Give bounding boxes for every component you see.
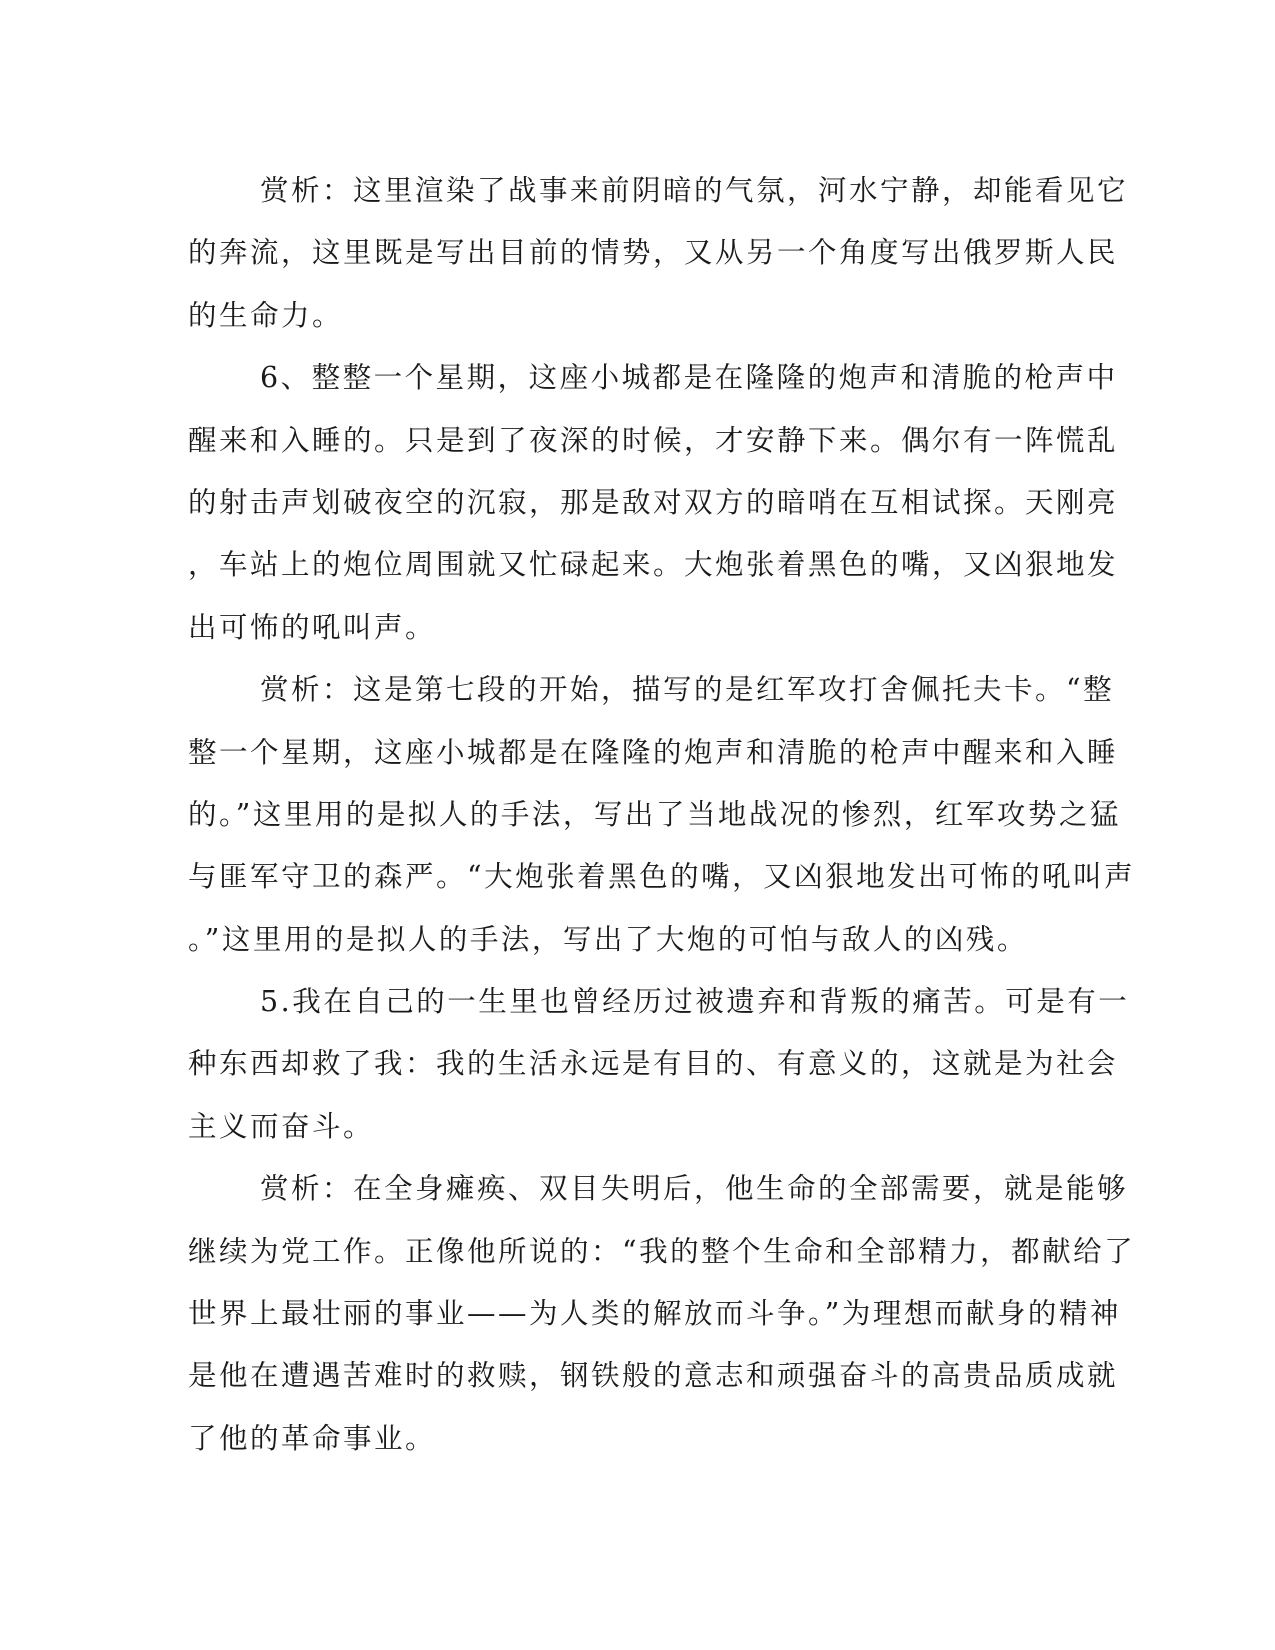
body-text [188, 160, 1136, 1470]
text-line: 了他的革命事业。 [188, 1421, 437, 1455]
text-line: 出可怖的吼叫声。 [188, 610, 437, 644]
text-line: 的生命力。 [188, 298, 344, 332]
text-line: 5.我在自己的一生里也曾经历过被遗弃和背叛的痛苦。可是有一 [260, 985, 1130, 1019]
text-line: ，车站上的炮位周围就又忙碌起来。大炮张着黑色的嘴，又凶狠地发 [188, 548, 1119, 582]
text-line: 主义而奋斗。 [188, 1109, 375, 1143]
text-line: 的射击声划破夜空的沉寂，那是敌对双方的暗哨在互相试探。天刚亮 [188, 485, 1119, 519]
text-line: 的奔流，这里既是写出目前的情势，又从另一个角度写出俄罗斯人民 [188, 236, 1119, 270]
text-line: 的。”这里用的是拟人的手法，写出了当地战况的惨烈，红军攻势之猛 [188, 797, 1121, 831]
text-line: 与匪军守卫的森严。“大炮张着黑色的嘴，又凶狠地发出可怖的吼叫声 [188, 860, 1136, 894]
text-line: 整一个星期，这座小城都是在隆隆的炮声和清脆的枪声中醒来和入睡 [188, 735, 1119, 769]
text-line: 赏析：在全身瘫痪、双目失明后，他生命的全部需要，就是能够 [260, 1172, 1129, 1206]
text-line: 赏析：这是第七段的开始，描写的是红军攻打舍佩托夫卡。“整 [260, 673, 1115, 707]
text-line: 6、整整一个星期，这座小城都是在隆隆的炮声和清脆的枪声中 [260, 361, 1118, 395]
text-line: 赏析：这里渲染了战事来前阴暗的气氛，河水宁静，却能看见它 [260, 174, 1129, 207]
text-line: 。”这里用的是拟人的手法，写出了大炮的可怕与敌人的凶残。 [188, 922, 1028, 956]
text-line: 是他在遭遇苦难时的救赎，钢铁般的意志和顽强奋斗的高贵品质成就 [188, 1359, 1119, 1393]
text-line: 种东西却救了我：我的生活永远是有目的、有意义的，这就是为社会 [188, 1047, 1119, 1081]
text-line: 醒来和入睡的。只是到了夜深的时候，才安静下来。偶尔有一阵慌乱 [188, 423, 1119, 457]
text-line: 世界上最壮丽的事业——为人类的解放而斗争。”为理想而献身的精神 [188, 1297, 1121, 1331]
text-line: 继续为党工作。正像他所说的：“我的整个生命和全部精力，都献给了 [188, 1234, 1136, 1268]
